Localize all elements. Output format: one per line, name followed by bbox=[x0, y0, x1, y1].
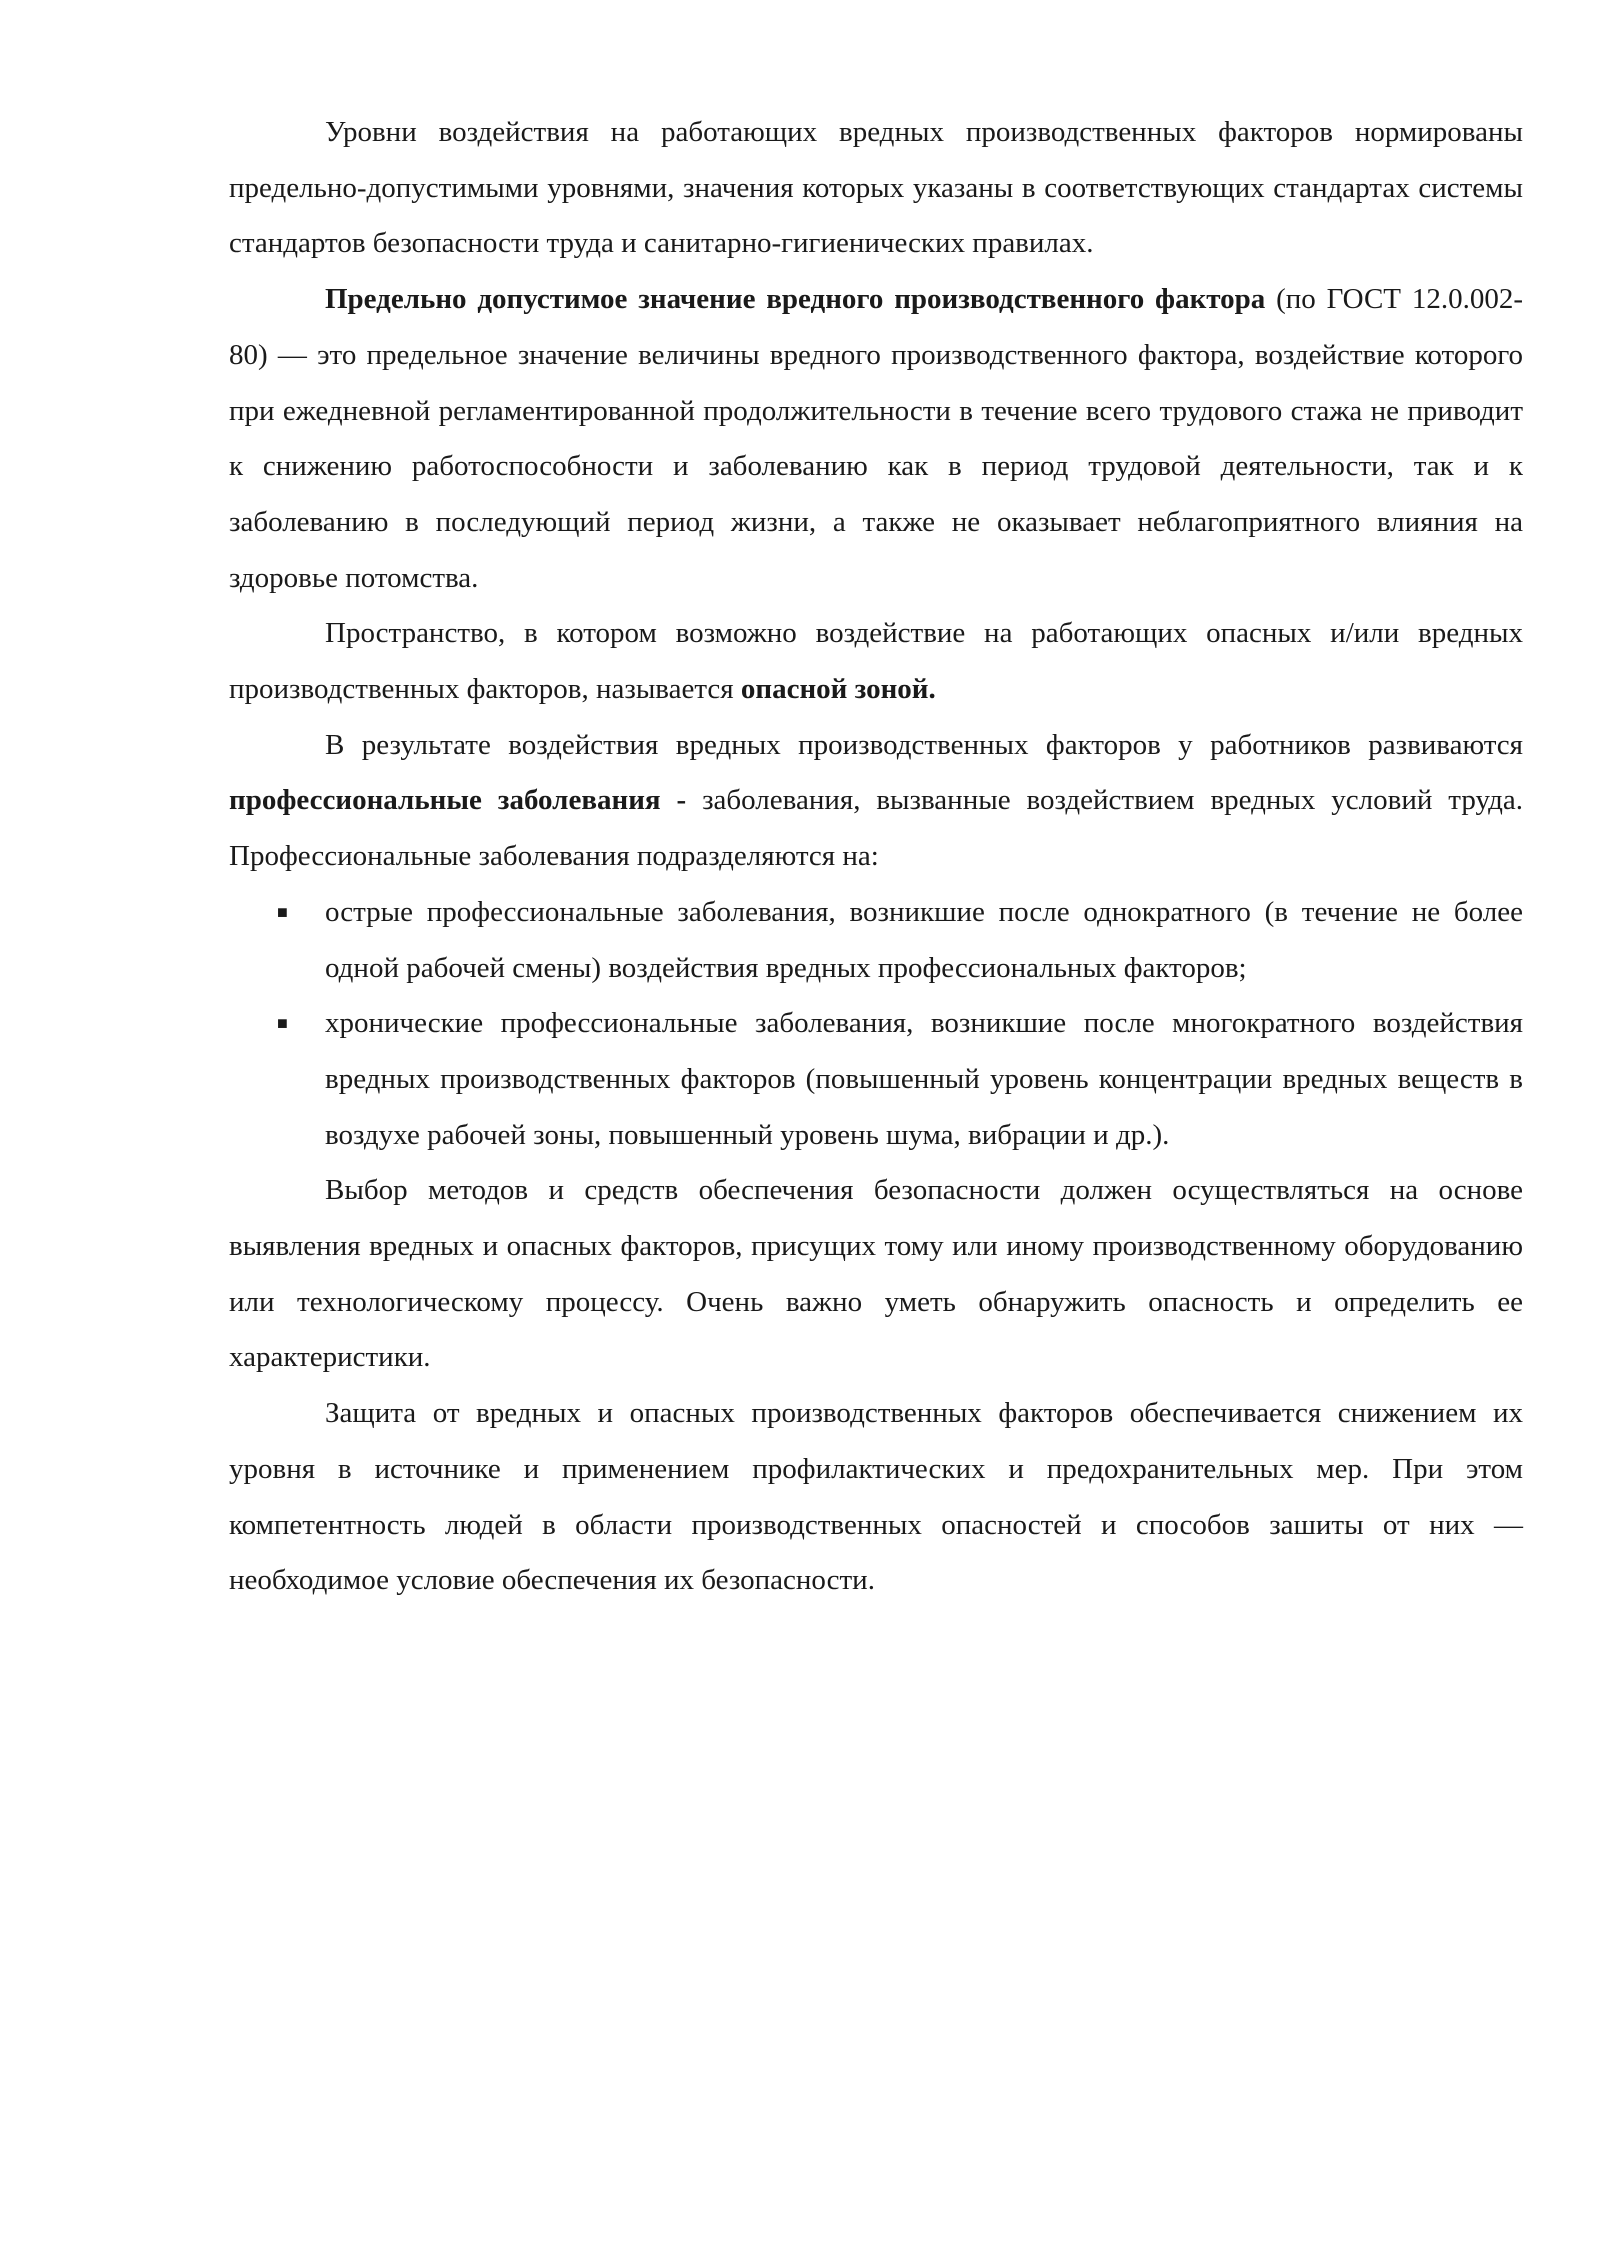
paragraph-mac-definition bbox=[229, 272, 1523, 606]
disease-types-list bbox=[229, 885, 1523, 1164]
square-bullet-icon: ■ bbox=[277, 1013, 288, 1034]
paragraph-methods bbox=[229, 1163, 1523, 1386]
term-occupational-diseases: профессиональные заболевания - bbox=[229, 784, 687, 817]
paragraph-text: (по ГОСТ 12.0.002-80) — это предельное значение величины вредного производственного фактора, воздействие которого при ежедневной регламентированной продолжительности в течение всего трудового стажа не приводит к снижению работоспособности и заболеванию как в период трудовой деятельности, так и к заболеванию в последующий период жизни, а также не оказывает неблагоприятного влияния на здоровье потомства. bbox=[229, 283, 1523, 594]
list-item-text: острые профессиональные заболевания, возникшие после однократного (в течение не более одной рабочей смены) воздействия вредных профессиональных факторов; bbox=[325, 895, 1523, 984]
term-mac: Предельно допустимое значение вредного производственного фактора bbox=[325, 283, 1266, 316]
document-body bbox=[229, 105, 1523, 1609]
paragraph-text: Выбор методов и средств обеспечения безопасности должен осуществляться на основе выявления вредных и опасных факторов, присущих тому или иному производственному оборудованию или технологическому процессу. Очень важно уметь обнаружить опасность и определить ее характеристики. bbox=[229, 1174, 1523, 1374]
paragraph-text: Уровни воздействия на работающих вредных производственных факторов нормированы предельно-допустимыми уровнями, значения которых указаны в соответствующих стандартах системы стандартов безопасности труда и санитарно-гигиенических правилах. bbox=[229, 116, 1523, 260]
paragraph-occupational-diseases bbox=[229, 718, 1523, 885]
paragraph-danger-zone bbox=[229, 606, 1523, 717]
paragraph-protection bbox=[229, 1386, 1523, 1609]
paragraph-text: Пространство, в котором возможно воздействие на работающих опасных и/или вредных производственных факторов, называется bbox=[229, 617, 1523, 706]
paragraph-text: заболевания, вызванные воздействием вредных условий труда. Профессиональные заболевания подразделяются на: bbox=[229, 784, 1523, 873]
paragraph-exposure-levels bbox=[229, 105, 1523, 272]
paragraph-text: Защита от вредных и опасных производственных факторов обеспечивается снижением их уровня в источнике и применением профилактических и предохранительных мер. При этом компетентность людей в области производственных опасностей и способов зашиты от них — необходимое условие обеспечения их безопасности. bbox=[229, 1397, 1523, 1597]
list-item bbox=[277, 885, 1523, 996]
list-item bbox=[277, 996, 1523, 1163]
term-danger-zone: опасной зоной. bbox=[740, 673, 936, 706]
square-bullet-icon: ■ bbox=[277, 901, 288, 922]
paragraph-text: В результате воздействия вредных производственных факторов у работников развиваются bbox=[325, 728, 1523, 761]
list-item-text: хронические профессиональные заболевания, возникшие после многократного воздействия вредных производственных факторов (повышенный уровень концентрации вредных веществ в воздухе рабочей зоны, повышенный уровень шума, вибрации и др.). bbox=[325, 1007, 1523, 1151]
